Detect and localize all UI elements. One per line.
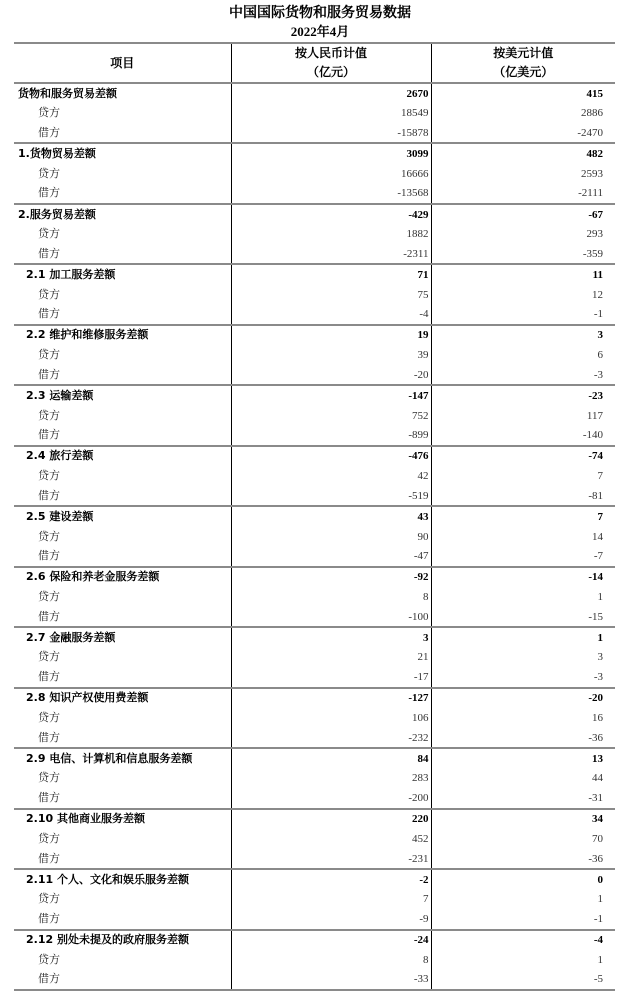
row-label: 2.12 别处未提及的政府服务差额 [14, 930, 231, 950]
rmb-value: -232 [231, 728, 431, 748]
rmb-value: 8 [231, 587, 431, 607]
rmb-value: 7 [231, 889, 431, 909]
usd-value: -140 [431, 426, 615, 446]
row-label: 2.2 维护和维修服务差额 [14, 325, 231, 345]
row-label-credit: 贷方 [38, 408, 60, 422]
rmb-value: 71 [231, 264, 431, 284]
rmb-value: 21 [231, 647, 431, 667]
row-label-credit: 贷方 [38, 831, 60, 845]
usd-value: -23 [431, 385, 615, 405]
table-row-debit [14, 607, 615, 627]
table-row-balance [14, 446, 615, 466]
usd-value: 482 [431, 143, 615, 163]
rmb-value: -15878 [231, 123, 431, 143]
row-label-debit: 借方 [38, 730, 60, 744]
table-row-credit [14, 526, 615, 546]
header-rmb-title: 按人民币计值 [294, 46, 367, 60]
row-label: 2.9 电信、计算机和信息服务差额 [14, 748, 231, 768]
row-label-credit: 贷方 [38, 166, 60, 180]
row-label-debit: 借方 [38, 307, 60, 321]
usd-value: 7 [431, 466, 615, 486]
row-label-credit: 贷方 [38, 952, 60, 966]
usd-value: -1 [431, 305, 615, 325]
usd-value: 14 [431, 526, 615, 546]
rmb-value: 283 [231, 768, 431, 788]
usd-value: -1 [431, 909, 615, 929]
usd-value: -3 [431, 668, 615, 688]
row-label-credit: 贷方 [38, 287, 60, 301]
usd-value: -359 [431, 244, 615, 264]
table-row-balance [14, 930, 615, 950]
table-row-debit [14, 123, 615, 143]
rmb-value: -9 [231, 909, 431, 929]
usd-value: 0 [431, 869, 615, 889]
usd-value: -36 [431, 849, 615, 869]
row-label: 2.7 金融服务差额 [14, 627, 231, 647]
usd-value: -2111 [431, 184, 615, 204]
row-label-credit: 贷方 [38, 227, 60, 241]
table-row-balance [14, 809, 615, 829]
table-row-credit [14, 889, 615, 909]
rmb-value: 43 [231, 506, 431, 526]
table-row-debit [14, 426, 615, 446]
table-row-credit [14, 768, 615, 788]
table-row-debit [14, 365, 615, 385]
rmb-value: -20 [231, 365, 431, 385]
rmb-value: -33 [231, 970, 431, 990]
rmb-value: -24 [231, 930, 431, 950]
row-label-credit: 贷方 [38, 771, 60, 785]
table-row-debit [14, 970, 615, 990]
usd-value: 1 [431, 587, 615, 607]
usd-value: 12 [431, 285, 615, 305]
row-label-credit: 贷方 [38, 710, 60, 724]
usd-value: -5 [431, 970, 615, 990]
usd-value: 44 [431, 768, 615, 788]
rmb-value: 75 [231, 285, 431, 305]
table-row-balance [14, 506, 615, 526]
table-row-balance [14, 385, 615, 405]
rmb-value: 3099 [231, 143, 431, 163]
row-label-credit: 贷方 [38, 650, 60, 664]
table-row-balance [14, 83, 615, 103]
row-label-credit: 贷方 [38, 529, 60, 543]
usd-value: -3 [431, 365, 615, 385]
usd-value: 13 [431, 748, 615, 768]
rmb-value: 752 [231, 406, 431, 426]
rmb-value: 90 [231, 526, 431, 546]
usd-value: 1 [431, 950, 615, 970]
rmb-value: -2311 [231, 244, 431, 264]
usd-value: 16 [431, 708, 615, 728]
usd-value: 34 [431, 809, 615, 829]
row-label-debit: 借方 [38, 609, 60, 623]
row-label: 2.3 运输差额 [14, 385, 231, 405]
table-row-credit [14, 647, 615, 667]
rmb-value: -17 [231, 668, 431, 688]
table-row-balance [14, 143, 615, 163]
row-label-debit: 借方 [38, 791, 60, 805]
row-label: 2.8 知识产权使用费差额 [14, 688, 231, 708]
row-label: 2.服务贸易差额 [14, 204, 231, 224]
usd-value: -15 [431, 607, 615, 627]
rmb-value: 3 [231, 627, 431, 647]
trade-data-table [14, 42, 615, 991]
rmb-value: -899 [231, 426, 431, 446]
table-row-debit [14, 547, 615, 567]
table-row-credit [14, 406, 615, 426]
table-row-balance [14, 627, 615, 647]
table-row-credit [14, 587, 615, 607]
table-row-credit [14, 466, 615, 486]
rmb-value: 220 [231, 809, 431, 829]
row-label: 2.10 其他商业服务差额 [14, 809, 231, 829]
usd-value: -31 [431, 788, 615, 808]
header-rmb-unit: （亿元） [306, 65, 355, 79]
row-label: 2.4 旅行差额 [14, 446, 231, 466]
usd-value: 415 [431, 83, 615, 103]
rmb-value: -200 [231, 788, 431, 808]
rmb-value: -147 [231, 385, 431, 405]
table-header-row [14, 43, 615, 83]
usd-value: -36 [431, 728, 615, 748]
rmb-value: 39 [231, 345, 431, 365]
table-row-debit [14, 849, 615, 869]
row-label-credit: 贷方 [38, 589, 60, 603]
rmb-value: -4 [231, 305, 431, 325]
usd-value: 70 [431, 829, 615, 849]
rmb-value: -13568 [231, 184, 431, 204]
usd-value: 1 [431, 889, 615, 909]
table-row-credit [14, 708, 615, 728]
row-label-debit: 借方 [38, 428, 60, 442]
table-row-balance [14, 204, 615, 224]
page-title: 中国国际货物和服务贸易数据 [229, 5, 411, 21]
table-row-credit [14, 224, 615, 244]
header-rmb [231, 43, 431, 83]
table-row-credit [14, 829, 615, 849]
rmb-value: 42 [231, 466, 431, 486]
table-row-debit [14, 909, 615, 929]
usd-value: 117 [431, 406, 615, 426]
table-row-credit [14, 950, 615, 970]
row-label-debit: 借方 [38, 911, 60, 925]
rmb-value: 84 [231, 748, 431, 768]
usd-value: -81 [431, 486, 615, 506]
table-body [14, 83, 615, 990]
row-label-credit: 贷方 [38, 892, 60, 906]
row-label-credit: 贷方 [38, 469, 60, 483]
table-row-debit [14, 668, 615, 688]
table-row-debit [14, 305, 615, 325]
usd-value: -7 [431, 547, 615, 567]
table-row-debit [14, 184, 615, 204]
rmb-value: -476 [231, 446, 431, 466]
rmb-value: -100 [231, 607, 431, 627]
header-usd-unit: （亿美元） [493, 65, 554, 79]
row-label: 2.11 个人、文化和娱乐服务差额 [14, 869, 231, 889]
table-row-debit [14, 486, 615, 506]
row-label-debit: 借方 [38, 186, 60, 200]
table-row-debit [14, 728, 615, 748]
rmb-value: -429 [231, 204, 431, 224]
row-label: 2.1 加工服务差额 [14, 264, 231, 284]
row-label-debit: 借方 [38, 670, 60, 684]
row-label: 货物和服务贸易差额 [14, 83, 231, 103]
usd-value: -74 [431, 446, 615, 466]
row-label-credit: 贷方 [38, 106, 60, 120]
header-usd-title: 按美元计值 [493, 46, 554, 60]
usd-value: -67 [431, 204, 615, 224]
rmb-value: 452 [231, 829, 431, 849]
usd-value: 3 [431, 647, 615, 667]
row-label-credit: 贷方 [38, 348, 60, 362]
usd-value: -20 [431, 688, 615, 708]
table-row-balance [14, 567, 615, 587]
usd-value: 11 [431, 264, 615, 284]
table-row-balance [14, 748, 615, 768]
row-label-debit: 借方 [38, 367, 60, 381]
rmb-value: 19 [231, 325, 431, 345]
table-row-balance [14, 688, 615, 708]
row-label-debit: 借方 [38, 549, 60, 563]
table-row-credit [14, 285, 615, 305]
rmb-value: 2670 [231, 83, 431, 103]
rmb-value: 106 [231, 708, 431, 728]
rmb-value: -92 [231, 567, 431, 587]
usd-value: -14 [431, 567, 615, 587]
header-usd [431, 43, 615, 83]
usd-value: 3 [431, 325, 615, 345]
rmb-value: -47 [231, 547, 431, 567]
header-item [14, 43, 231, 83]
row-label-debit: 借方 [38, 246, 60, 260]
row-label-debit: 借方 [38, 851, 60, 865]
usd-value: 7 [431, 506, 615, 526]
usd-value: 2593 [431, 164, 615, 184]
table-row-credit [14, 103, 615, 123]
rmb-value: -231 [231, 849, 431, 869]
rmb-value: 16666 [231, 164, 431, 184]
table-row-debit [14, 244, 615, 264]
rmb-value: -127 [231, 688, 431, 708]
row-label: 1.货物贸易差额 [14, 143, 231, 163]
table-row-credit [14, 345, 615, 365]
table-row-balance [14, 869, 615, 889]
rmb-value: -519 [231, 486, 431, 506]
table-row-debit [14, 788, 615, 808]
row-label-debit: 借方 [38, 488, 60, 502]
table-row-balance [14, 325, 615, 345]
row-label-debit: 借方 [14, 970, 231, 990]
rmb-value: 8 [231, 950, 431, 970]
rmb-value: 1882 [231, 224, 431, 244]
usd-value: 6 [431, 345, 615, 365]
header-item-label: 项目 [110, 55, 135, 70]
usd-value: -2470 [431, 123, 615, 143]
period-subtitle: 2022年4月 [290, 24, 350, 39]
row-label: 2.5 建设差额 [14, 506, 231, 526]
table-row-credit [14, 164, 615, 184]
row-label-debit: 借方 [38, 125, 60, 139]
usd-value: 293 [431, 224, 615, 244]
usd-value: 2886 [431, 103, 615, 123]
usd-value: -4 [431, 930, 615, 950]
table-row-balance [14, 264, 615, 284]
usd-value: 1 [431, 627, 615, 647]
rmb-value: 18549 [231, 103, 431, 123]
row-label: 2.6 保险和养老金服务差额 [14, 567, 231, 587]
rmb-value: -2 [231, 869, 431, 889]
